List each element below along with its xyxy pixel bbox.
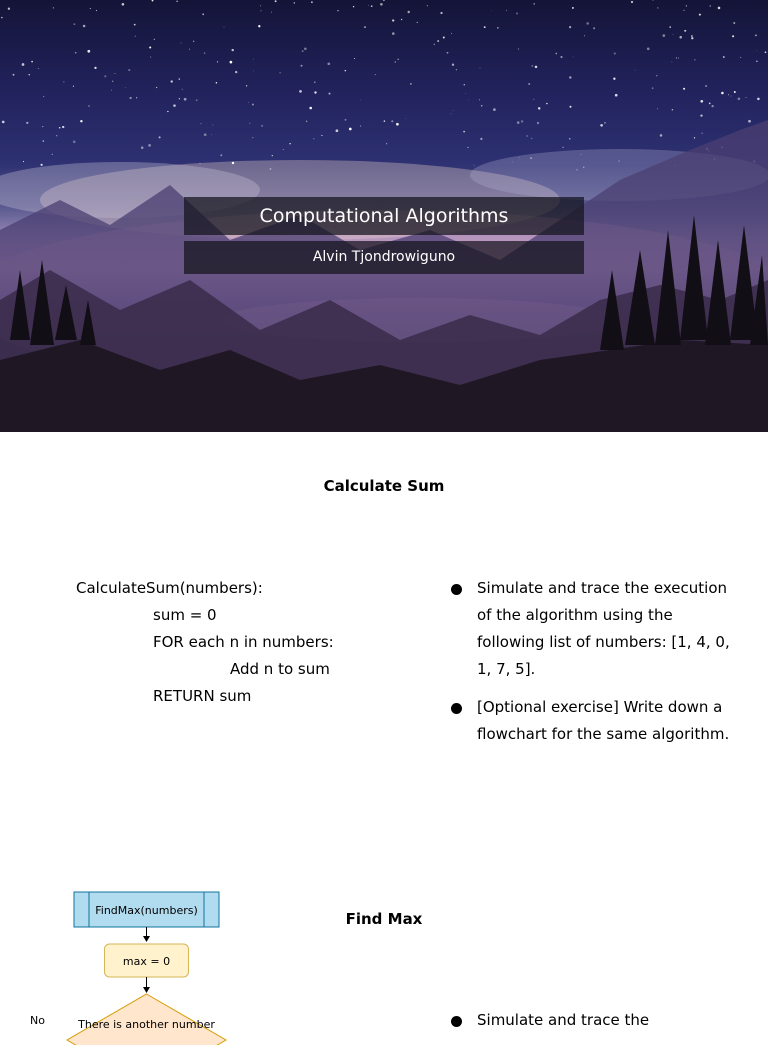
star (570, 106, 572, 108)
star (38, 68, 39, 69)
star (224, 27, 225, 28)
star (521, 120, 523, 122)
star (474, 165, 475, 166)
star (392, 32, 395, 35)
star (593, 27, 595, 29)
star (42, 126, 43, 127)
star (468, 100, 469, 101)
star (182, 89, 183, 90)
star (152, 0, 154, 1)
star (31, 61, 33, 63)
star (184, 98, 187, 101)
star (104, 75, 106, 77)
star (683, 10, 684, 11)
star (656, 75, 657, 76)
star (757, 50, 758, 51)
star (452, 64, 454, 66)
star (75, 52, 77, 54)
star (253, 71, 254, 72)
star (386, 143, 387, 144)
star (380, 3, 383, 6)
star (685, 30, 687, 32)
star (401, 19, 402, 20)
star (112, 81, 113, 82)
star (173, 104, 176, 107)
list-item (450, 575, 732, 683)
star (314, 91, 316, 93)
star (427, 5, 428, 6)
star (573, 56, 574, 57)
star (252, 137, 253, 138)
code-line: RETURN sum (153, 687, 252, 705)
star (451, 113, 452, 114)
exercise-list (450, 1007, 732, 1045)
star (384, 120, 386, 122)
star (201, 123, 202, 124)
star (728, 94, 729, 95)
star (731, 96, 732, 97)
star (394, 61, 396, 63)
star (311, 1, 313, 3)
star (699, 14, 701, 16)
star (59, 127, 61, 129)
star (669, 26, 671, 28)
star (122, 3, 125, 6)
title-slide (0, 0, 768, 432)
star (657, 7, 659, 9)
presentation-title: Computational Algorithms (184, 197, 584, 235)
star (289, 143, 290, 144)
star (141, 146, 144, 149)
star (336, 129, 339, 132)
star (294, 2, 295, 3)
star (73, 86, 74, 87)
star (700, 114, 702, 116)
star (417, 22, 418, 23)
star (396, 123, 399, 126)
star (171, 80, 173, 82)
star (199, 163, 200, 164)
star (560, 56, 562, 58)
pseudocode-block (76, 575, 334, 710)
star (345, 70, 347, 72)
star (497, 27, 498, 28)
star (691, 35, 693, 37)
flowchart-process-label: max = 0 (122, 955, 171, 968)
star (709, 103, 711, 105)
code-line: CalculateSum(numbers): (76, 579, 263, 597)
star (451, 33, 452, 34)
star (364, 26, 366, 28)
star (657, 108, 658, 109)
star (757, 98, 760, 101)
star (83, 25, 86, 28)
star (456, 69, 457, 70)
flowchart-no-label: No (30, 1014, 45, 1027)
star (96, 10, 97, 11)
star (179, 98, 180, 99)
star (23, 161, 24, 162)
star (62, 126, 64, 128)
star (563, 147, 564, 148)
star (80, 120, 82, 122)
star (159, 136, 161, 138)
star (211, 134, 212, 135)
star (29, 74, 30, 75)
star (43, 96, 44, 97)
flowchart-decision-label: There is another number (78, 1018, 215, 1031)
star (136, 97, 137, 98)
star (569, 76, 571, 78)
bullet-icon (451, 584, 462, 595)
star (705, 85, 707, 87)
star (53, 7, 54, 8)
star (440, 12, 442, 14)
star (740, 57, 741, 58)
star (353, 6, 354, 7)
star (270, 168, 272, 170)
star (56, 135, 57, 136)
star (678, 57, 679, 58)
star (604, 122, 605, 123)
star (371, 5, 373, 7)
star (635, 70, 636, 71)
star (167, 111, 168, 112)
list-item (450, 694, 732, 748)
exercise-text: Simulate and trace the (477, 1011, 650, 1029)
star (660, 134, 663, 137)
star (652, 87, 654, 89)
star (721, 92, 724, 95)
star (755, 35, 757, 37)
star (368, 5, 369, 6)
star (748, 120, 751, 123)
code-line: Add n to sum (230, 660, 330, 678)
star (125, 87, 126, 88)
star (723, 56, 725, 58)
star (260, 5, 261, 6)
star (733, 22, 735, 24)
star (647, 47, 650, 50)
star (63, 81, 64, 82)
star (156, 87, 157, 88)
flowchart-start-label: FindMax(numbers) (95, 904, 198, 917)
star (516, 12, 518, 14)
star (327, 62, 330, 65)
code-line: FOR each n in numbers: (153, 633, 334, 651)
star (533, 99, 534, 100)
star (272, 155, 273, 156)
exercise-text: [Optional exercise] Write down a flowchart for the same algorithm. (477, 698, 730, 743)
star (111, 90, 112, 91)
star (756, 61, 758, 63)
star (518, 48, 519, 49)
star (533, 3, 535, 5)
star (271, 12, 272, 13)
star (249, 123, 250, 124)
star (309, 107, 312, 110)
star (484, 26, 486, 28)
exercise-list (450, 575, 732, 759)
star (676, 58, 677, 59)
star (447, 52, 449, 54)
star (235, 71, 237, 73)
star (279, 72, 281, 74)
star (196, 99, 198, 101)
star (493, 108, 496, 111)
star (360, 125, 361, 126)
star (213, 125, 214, 126)
star (129, 97, 131, 99)
star (232, 162, 234, 164)
star (672, 109, 674, 111)
star (314, 81, 315, 82)
star (154, 39, 155, 40)
star (354, 58, 355, 59)
star (246, 85, 247, 86)
star (232, 49, 234, 51)
star (375, 74, 376, 75)
star (569, 26, 571, 28)
star (614, 52, 616, 54)
star (528, 83, 530, 85)
star (600, 124, 603, 127)
star (52, 154, 53, 155)
star (434, 44, 436, 46)
star (128, 69, 130, 71)
star (506, 10, 507, 11)
star (615, 94, 618, 97)
star (709, 5, 710, 6)
star (479, 67, 480, 68)
star (691, 37, 693, 39)
star (13, 74, 15, 76)
star (546, 103, 547, 104)
star (531, 138, 532, 139)
star (453, 110, 454, 111)
star (94, 67, 96, 69)
star (383, 0, 385, 1)
star (283, 149, 284, 150)
star (87, 50, 90, 53)
star (527, 135, 528, 136)
star (193, 41, 194, 42)
star (90, 8, 91, 9)
star (73, 140, 76, 143)
slide-title: Calculate Sum (323, 477, 445, 495)
star (586, 22, 589, 25)
star (321, 135, 322, 136)
star (700, 100, 703, 103)
star (149, 46, 151, 48)
star (150, 57, 151, 58)
star (481, 105, 482, 106)
star (410, 83, 412, 85)
star (204, 133, 207, 136)
star (306, 121, 307, 122)
star (253, 59, 254, 60)
star (572, 7, 574, 9)
star (569, 138, 571, 140)
star (653, 0, 654, 1)
star (88, 105, 90, 107)
star (631, 1, 633, 3)
star (345, 119, 347, 121)
star (738, 97, 741, 100)
star (531, 65, 533, 67)
star (176, 1, 178, 3)
star (479, 99, 480, 100)
star (672, 62, 673, 63)
star (216, 82, 218, 84)
star (134, 24, 136, 26)
star (189, 49, 190, 50)
exercise-text: Simulate and trace the execution of the algorithm using the following list of numbers: [1, 4, 0, 1, 7, 5]. (477, 579, 730, 678)
star (613, 78, 615, 80)
star (204, 52, 205, 53)
star (26, 122, 28, 124)
star (694, 59, 696, 61)
star (679, 36, 682, 39)
star (732, 35, 734, 37)
slide-title: Find Max (345, 910, 423, 928)
star (480, 138, 482, 140)
star (465, 93, 466, 94)
star (391, 120, 393, 122)
star (304, 48, 307, 51)
star (299, 90, 302, 93)
star (349, 128, 352, 131)
star (406, 118, 407, 119)
findmax-flowchart (0, 880, 300, 1031)
star (491, 11, 492, 12)
star (217, 61, 218, 62)
star (114, 73, 115, 74)
star (397, 58, 399, 60)
star (517, 121, 520, 124)
star (301, 65, 303, 67)
star (686, 5, 687, 6)
star (179, 78, 180, 79)
star (41, 164, 43, 166)
star (555, 53, 557, 55)
star (252, 103, 254, 105)
star (148, 144, 151, 147)
star (2, 121, 5, 124)
star (258, 25, 260, 27)
star (248, 102, 249, 103)
star (584, 35, 585, 36)
star (329, 93, 331, 95)
star (765, 51, 767, 53)
star (694, 137, 695, 138)
star (437, 40, 439, 42)
list-item (450, 1007, 732, 1034)
star (360, 100, 361, 101)
star (260, 10, 261, 11)
star (746, 97, 747, 98)
star (261, 125, 263, 127)
star (313, 138, 314, 139)
star (673, 34, 674, 35)
star (22, 63, 25, 66)
star (392, 19, 394, 21)
star (734, 91, 736, 93)
star (711, 105, 713, 107)
star (701, 133, 702, 134)
star (230, 61, 233, 64)
star (8, 8, 10, 10)
star (683, 88, 685, 90)
star (407, 11, 409, 13)
star (73, 23, 75, 25)
star (463, 131, 465, 133)
code-line: sum = 0 (153, 606, 217, 624)
star (468, 147, 469, 148)
star (443, 37, 445, 39)
star (43, 140, 44, 141)
star (302, 50, 304, 52)
star (535, 66, 538, 69)
star (275, 0, 277, 2)
star (181, 43, 182, 44)
star (537, 122, 539, 124)
star (135, 36, 136, 37)
presentation-author: Alvin Tjondrowiguno (184, 241, 584, 274)
bullet-icon (451, 703, 462, 714)
star (220, 154, 222, 156)
star (662, 34, 665, 37)
star (202, 13, 204, 15)
star (464, 84, 465, 85)
bullet-icon (451, 1016, 462, 1027)
star (1, 17, 2, 18)
star (337, 10, 338, 11)
star (718, 7, 721, 10)
star (538, 107, 540, 109)
